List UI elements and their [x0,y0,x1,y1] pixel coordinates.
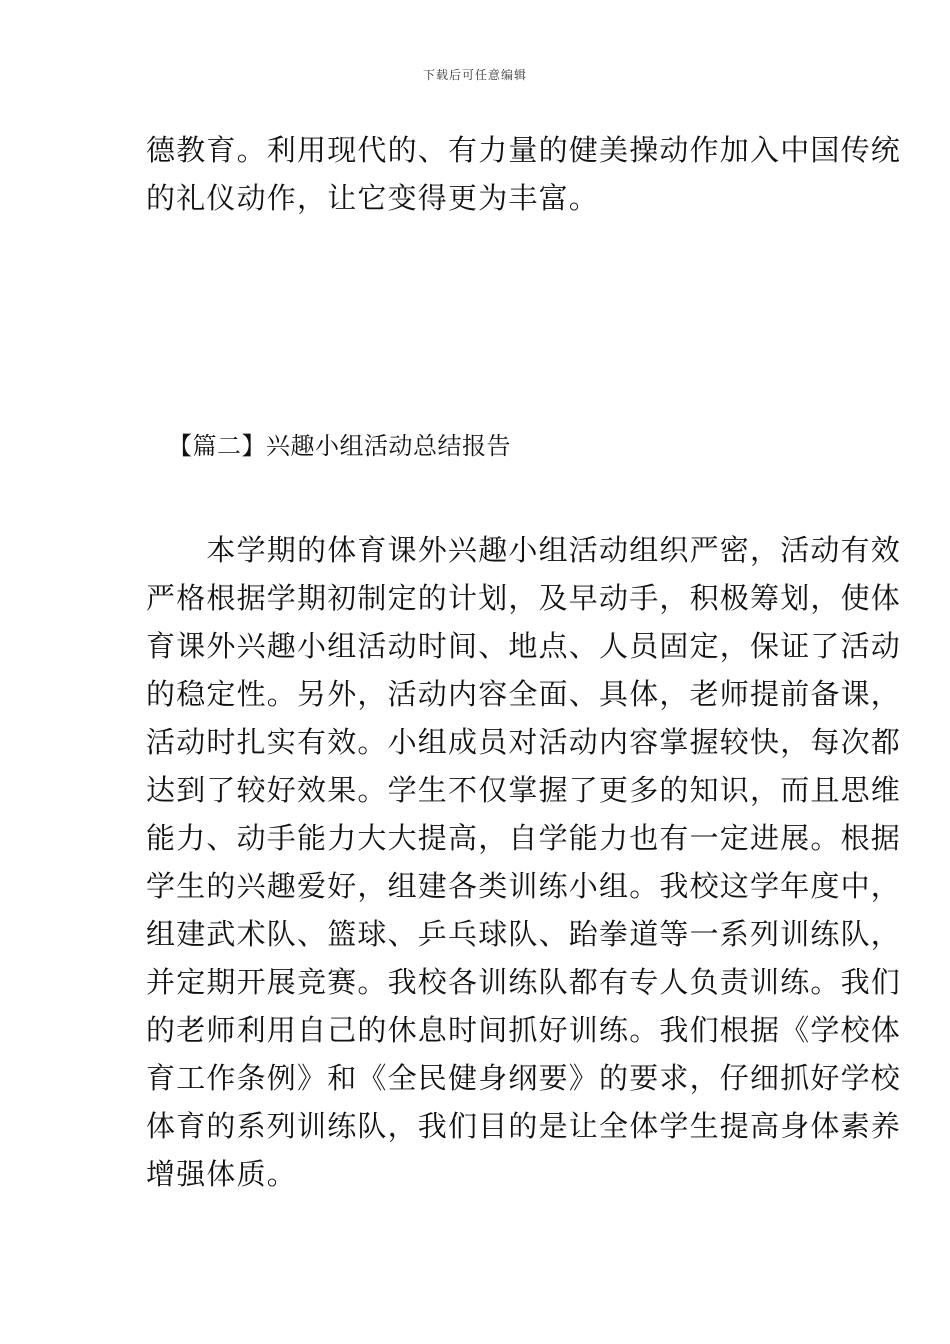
paragraph-line: 严格根据学期初制定的计划，及早动手，积极筹划，使体 [146,581,902,615]
paragraph-line: 育工作条例》和《全民健身纲要》的要求，仔细抓好学校 [146,1061,902,1095]
paragraph-line: 并定期开展竞赛。我校各训练队都有专人负责训练。我们 [146,965,902,999]
paragraph-line: 德教育。利用现代的、有力量的健美操动作加入中国传统 [146,133,902,167]
paragraph-line: 达到了较好效果。学生不仅掌握了更多的知识，而且思维 [146,773,902,807]
paragraph-line: 组建武术队、篮球、乒乓球队、跆拳道等一系列训练队， [146,917,902,951]
paragraph-line: 学生的兴趣爱好，组建各类训练小组。我校这学年度中， [146,869,902,903]
paragraph-line: 的礼仪动作，让它变得更为丰富。 [146,181,600,215]
paragraph-line: 能力、动手能力大大提高，自学能力也有一定进展。根据 [146,821,902,855]
section-heading: 【篇二】兴趣小组活动总结报告 [168,432,511,460]
page-header-note: 下载后可任意编辑 [422,68,527,82]
paragraph-line: 增强体质。 [146,1157,298,1191]
paragraph-line: 活动时扎实有效。小组成员对活动内容掌握较快，每次都 [146,725,902,759]
paragraph-line: 体育的系列训练队，我们目的是让全体学生提高身体素养 [146,1109,902,1143]
paragraph-line: 育课外兴趣小组活动时间、地点、人员固定，保证了活动 [146,629,902,663]
paragraph-line: 的老师利用自己的休息时间抓好训练。我们根据《学校体 [146,1013,902,1047]
paragraph-line: 本学期的体育课外兴趣小组活动组织严密，活动有效 [146,533,902,567]
paragraph-line: 的稳定性。另外，活动内容全面、具体，老师提前备课， [146,677,902,711]
